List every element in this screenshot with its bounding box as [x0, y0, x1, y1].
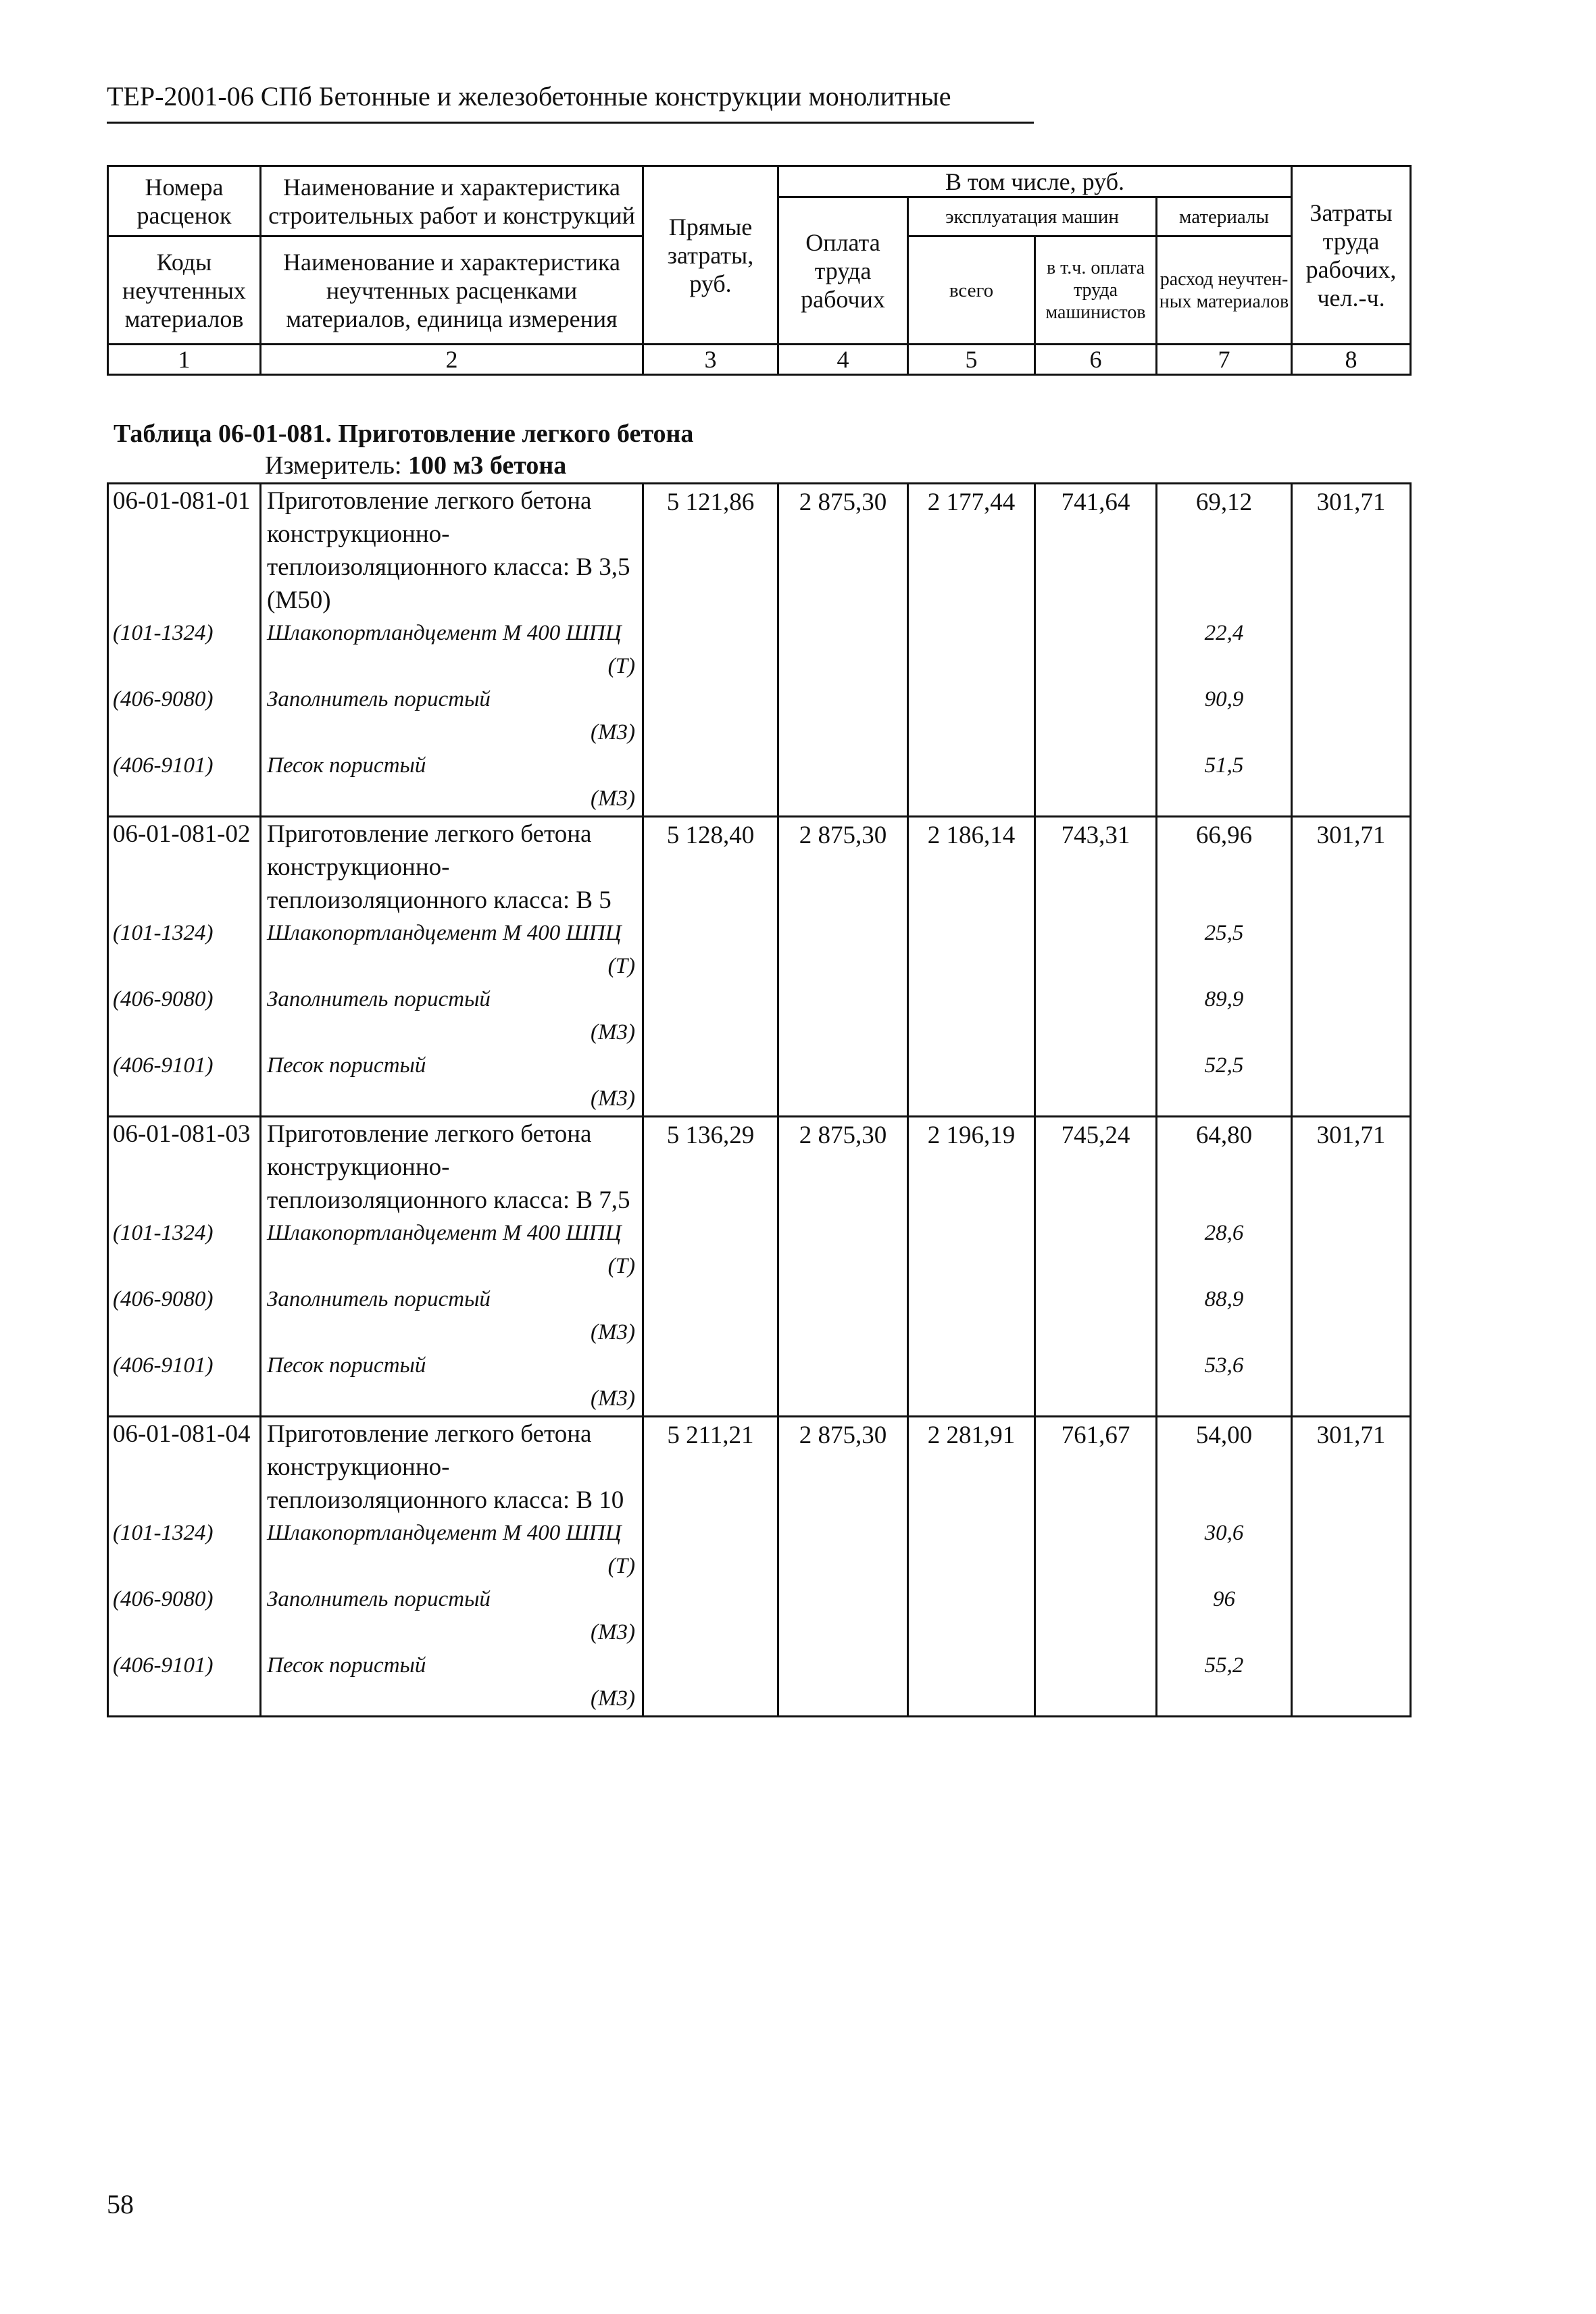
machines-total: 2 196,19 — [927, 1122, 1016, 1149]
direct-costs: 5 121,86 — [666, 488, 755, 516]
material-row — [108, 1049, 1411, 1117]
measure-label: Измеритель: — [265, 451, 402, 480]
material-row — [108, 1583, 1411, 1649]
material-quantity: 25,5 — [1204, 921, 1244, 945]
operator-pay: 761,67 — [1061, 1422, 1130, 1449]
material-name: Шлакопортландцемент М 400 ШПЦ — [267, 621, 622, 645]
labor-hours: 301,71 — [1316, 488, 1386, 516]
column-number: 4 — [778, 345, 908, 375]
material-name: Заполнитель пористый — [267, 687, 491, 711]
material-code: (406-9080) — [113, 687, 214, 711]
materials-cost: 69,12 — [1195, 488, 1253, 516]
material-name: Заполнитель пористый — [267, 1587, 491, 1611]
header-including: В том числе, руб. — [778, 166, 1292, 197]
material-row — [108, 1217, 1411, 1283]
worker-pay: 2 875,30 — [799, 1122, 887, 1149]
worker-pay: 2 875,30 — [799, 488, 887, 516]
material-row — [108, 983, 1411, 1049]
header-divider — [107, 122, 1034, 124]
material-name: Шлакопортландцемент М 400 ШПЦ — [267, 1521, 622, 1545]
materials-cost: 66,96 — [1195, 822, 1253, 849]
material-unit: (М3) — [591, 1320, 635, 1344]
rate-code: 06-01-081-01 — [113, 487, 251, 515]
material-row — [108, 917, 1411, 983]
operator-pay: 745,24 — [1061, 1122, 1130, 1149]
rate-code: 06-01-081-03 — [113, 1120, 251, 1148]
material-unit: (М3) — [591, 1020, 635, 1045]
labor-hours: 301,71 — [1316, 1422, 1386, 1449]
machines-total: 2 186,14 — [927, 822, 1016, 849]
header-unaccounted-materials: расход неучтен-ных материалов — [1157, 236, 1292, 345]
header-materials: материалы — [1157, 197, 1292, 236]
operator-pay: 743,31 — [1061, 822, 1130, 849]
material-name: Заполнитель пористый — [267, 1287, 491, 1311]
direct-costs: 5 136,29 — [666, 1122, 755, 1149]
measure-value: 100 м3 бетона — [408, 451, 567, 480]
header-machine-operation: эксплуатация машин — [908, 197, 1157, 236]
rate-name: Приготовление легкого бетона конструкционно-теплоизоляционного класса: В 10 — [267, 1420, 624, 1514]
rates-table-body — [108, 484, 1411, 1717]
material-code: (406-9101) — [113, 1653, 214, 1678]
header-labor-hours: Затраты труда рабочих, чел.-ч. — [1292, 166, 1411, 345]
material-row — [108, 1349, 1411, 1417]
header-operator-pay: в т.ч. оплата труда машинистов — [1035, 236, 1157, 345]
material-name: Шлакопортландцемент М 400 ШПЦ — [267, 1221, 622, 1245]
rate-name: Приготовление легкого бетона конструкционно-теплоизоляционного класса: В 5 — [267, 820, 612, 914]
direct-costs: 5 128,40 — [666, 822, 755, 849]
material-unit: (М3) — [591, 786, 635, 811]
material-unit: (Т) — [607, 1554, 635, 1578]
material-quantity: 90,9 — [1204, 687, 1244, 711]
material-quantity: 22,4 — [1204, 621, 1244, 645]
material-code: (406-9101) — [113, 753, 214, 778]
materials-cost: 54,00 — [1195, 1422, 1253, 1449]
material-quantity: 53,6 — [1204, 1353, 1244, 1378]
table-title: Таблица 06-01-081. Приготовление легкого бетона — [114, 420, 694, 448]
material-name: Песок пористый — [267, 1353, 426, 1378]
material-quantity: 30,6 — [1204, 1521, 1244, 1545]
column-number: 6 — [1035, 345, 1157, 375]
rate-name: Приготовление легкого бетона конструкционно-теплоизоляционного класса: В 7,5 — [267, 1120, 630, 1214]
rate-row — [108, 1417, 1411, 1517]
material-code: (406-9101) — [113, 1053, 214, 1078]
material-unit: (М3) — [591, 1620, 635, 1644]
column-number: 8 — [1292, 345, 1411, 375]
rates-table — [107, 482, 1412, 1717]
header-machines-total: всего — [908, 236, 1035, 345]
worker-pay: 2 875,30 — [799, 1422, 887, 1449]
machines-total: 2 177,44 — [927, 488, 1016, 516]
material-unit: (М3) — [591, 1686, 635, 1711]
column-number: 2 — [261, 345, 643, 375]
column-header-table — [107, 165, 1412, 376]
header-material-names: Наименование и характеристика неучтенных расценками материалов, единица измерения — [261, 236, 643, 345]
page-header: ТЕР-2001-06 СПб Бетонные и железобетонные конструкции монолитные — [107, 81, 951, 111]
material-row — [108, 617, 1411, 683]
rate-row — [108, 1117, 1411, 1217]
worker-pay: 2 875,30 — [799, 822, 887, 849]
rate-code: 06-01-081-04 — [113, 1420, 251, 1448]
header-rate-numbers: Номера расценок — [108, 166, 261, 236]
material-code: (101-1324) — [113, 1521, 214, 1545]
operator-pay: 741,64 — [1061, 488, 1130, 516]
material-quantity: 55,2 — [1204, 1653, 1244, 1678]
material-quantity: 96 — [1213, 1587, 1235, 1611]
material-quantity: 88,9 — [1204, 1287, 1244, 1311]
labor-hours: 301,71 — [1316, 1122, 1386, 1149]
labor-hours: 301,71 — [1316, 822, 1386, 849]
material-unit: (М3) — [591, 720, 635, 745]
material-quantity: 28,6 — [1204, 1221, 1244, 1245]
material-quantity: 52,5 — [1204, 1053, 1244, 1078]
rate-row — [108, 484, 1411, 618]
material-row — [108, 749, 1411, 817]
material-code: (101-1324) — [113, 921, 214, 945]
column-number: 5 — [908, 345, 1035, 375]
rate-code: 06-01-081-02 — [113, 820, 251, 848]
header-material-codes: Коды неучтенных материалов — [108, 236, 261, 345]
material-name: Песок пористый — [267, 1053, 426, 1078]
material-unit: (Т) — [607, 654, 635, 678]
material-quantity: 51,5 — [1204, 753, 1244, 778]
material-row — [108, 1517, 1411, 1583]
header-direct-costs: Прямые затраты, руб. — [643, 166, 778, 345]
material-name: Песок пористый — [267, 1653, 426, 1678]
header-worker-pay: Оплата труда рабочих — [778, 197, 908, 345]
material-code: (406-9080) — [113, 1587, 214, 1611]
material-row — [108, 683, 1411, 749]
column-number: 3 — [643, 345, 778, 375]
materials-cost: 64,80 — [1195, 1122, 1253, 1149]
material-unit: (Т) — [607, 1254, 635, 1278]
material-row — [108, 1283, 1411, 1349]
rate-name: Приготовление легкого бетона конструкционно-теплоизоляционного класса: В 3,5 (М50) — [267, 487, 630, 614]
direct-costs: 5 211,21 — [667, 1422, 754, 1449]
rate-row — [108, 817, 1411, 917]
measure-line — [265, 450, 566, 481]
material-code: (406-9101) — [113, 1353, 214, 1378]
material-row — [108, 1649, 1411, 1717]
column-number: 7 — [1157, 345, 1292, 375]
material-code: (101-1324) — [113, 621, 214, 645]
material-name: Заполнитель пористый — [267, 987, 491, 1011]
material-code: (101-1324) — [113, 1221, 214, 1245]
material-code: (406-9080) — [113, 1287, 214, 1311]
material-name: Шлакопортландцемент М 400 ШПЦ — [267, 921, 622, 945]
material-unit: (М3) — [591, 1086, 635, 1111]
material-quantity: 89,9 — [1204, 987, 1244, 1011]
material-code: (406-9080) — [113, 987, 214, 1011]
machines-total: 2 281,91 — [927, 1422, 1016, 1449]
page-number: 58 — [107, 2189, 134, 2219]
header-work-name: Наименование и характеристика строительных работ и конструкций — [261, 166, 643, 236]
material-name: Песок пористый — [267, 753, 426, 778]
column-number: 1 — [108, 345, 261, 375]
material-unit: (М3) — [591, 1386, 635, 1411]
material-unit: (Т) — [607, 954, 635, 978]
